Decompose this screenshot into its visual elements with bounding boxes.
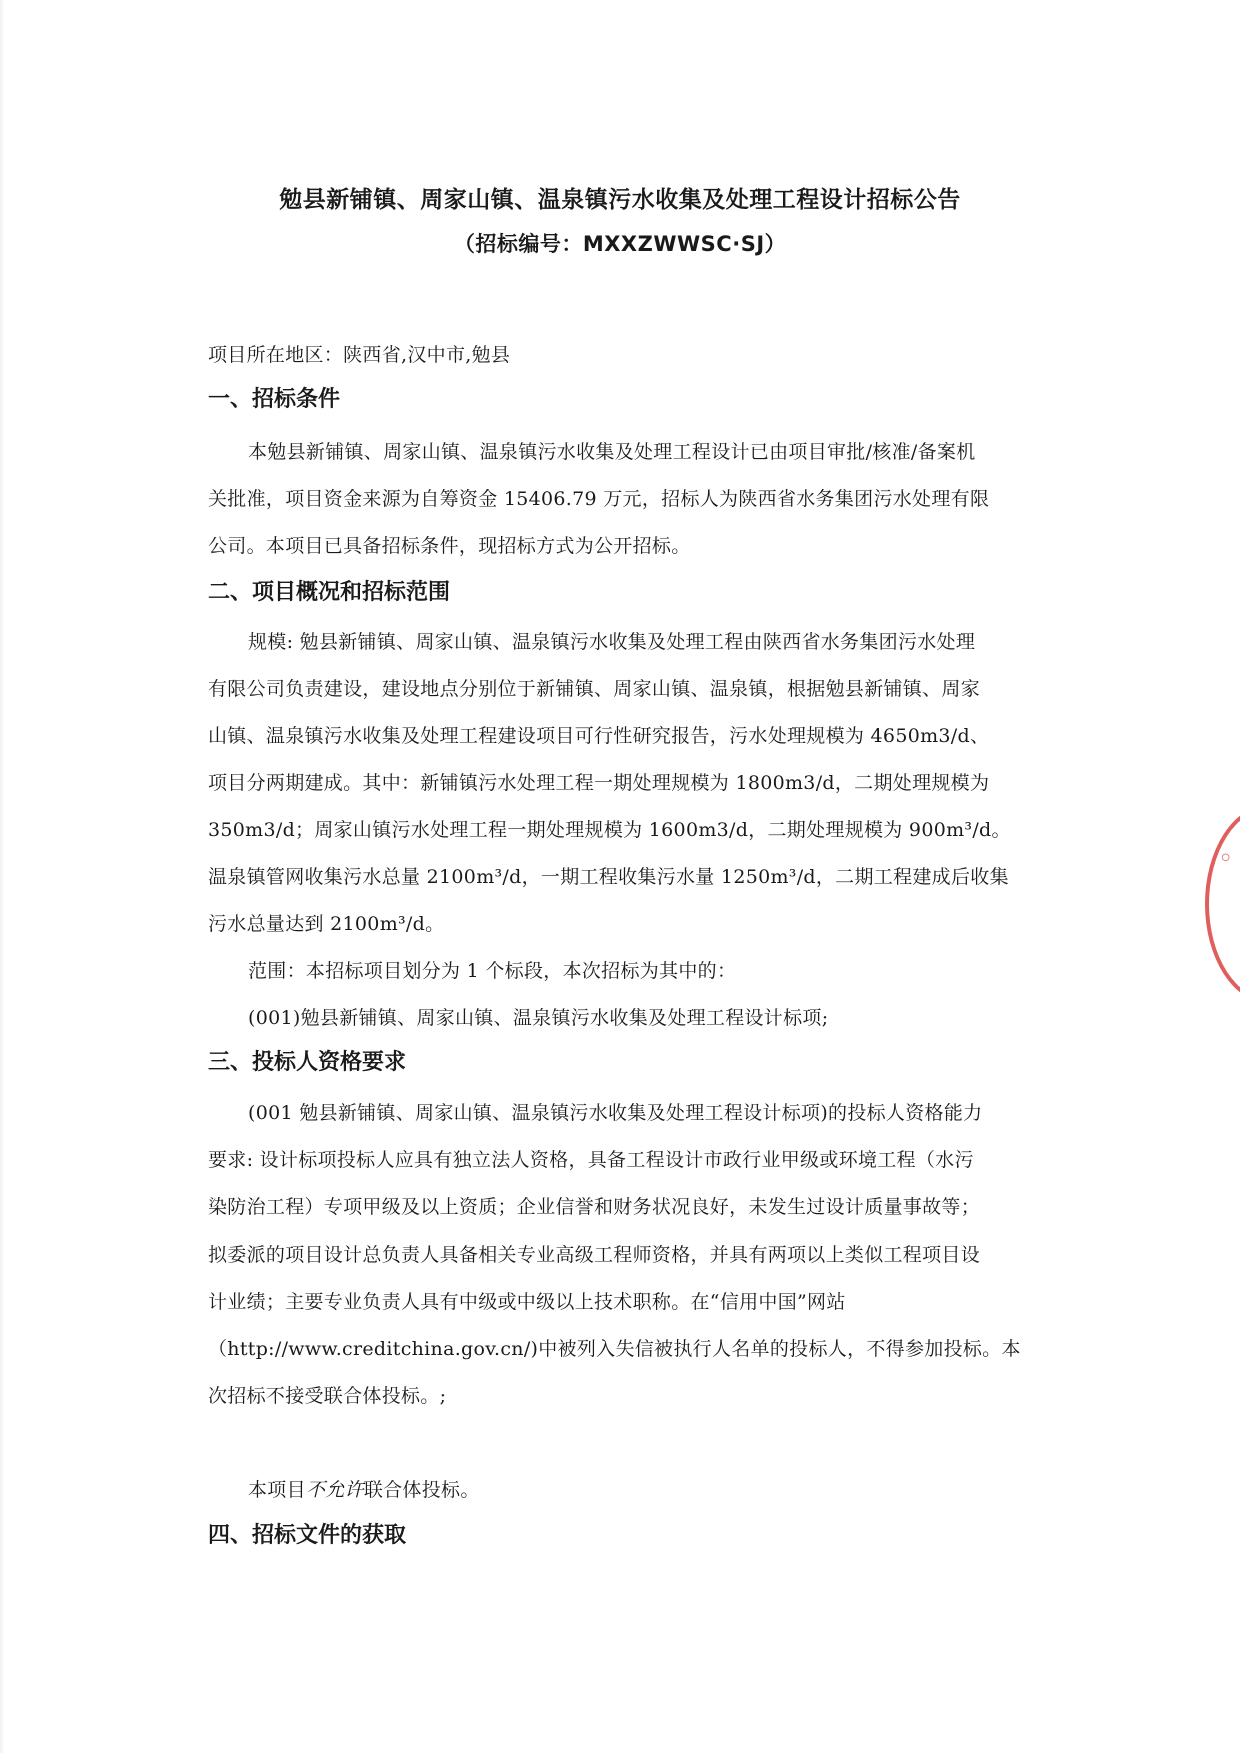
section3-line: 计业绩；主要专业负责人具有中级或中级以上技术职称。在“信用中国”网站 (208, 1291, 846, 1313)
section1-heading: 一、招标条件 (208, 387, 341, 412)
section3-line: (001 勉县新铺镇、周家山镇、温泉镇污水收集及处理工程设计标项)的投标人资格能力 (248, 1102, 983, 1124)
scope-line: 范围：本招标项目划分为 1 个标段，本次招标为其中的： (248, 960, 737, 982)
consortium-line (248, 1475, 1078, 1502)
section3-line: 拟委派的项目设计总负责人具备相关专业高级工程师资格，并具有两项以上类似工程项目设 (208, 1244, 981, 1266)
section3-line: （http://www.creditchina.gov.cn/)中被列入失信被执行人名单的投标人，不得参加投标。本 (208, 1338, 1021, 1360)
section3-line: 染防治工程）专项甲级及以上资质；企业信誉和财务状况良好，未发生过设计质量事故等； (208, 1196, 981, 1218)
section2-line: 温泉镇管网收集污水总量 2100m³/d，一期工程收集污水量 1250m³/d，二期工程建成后收集 (208, 866, 1009, 888)
location-line: 项目所在地区：陕西省,汉中市,勉县 (208, 344, 511, 366)
section1-line: 本勉县新铺镇、周家山镇、温泉镇污水收集及处理工程设计已由项目审批/核准/备案机 (248, 441, 976, 463)
section2-line: 污水总量达到 2100m³/d。 (208, 913, 445, 935)
bid-number: （招标编号：MXXZWWSC·SJ） (453, 232, 787, 256)
section2-line: 规模: 勉县新铺镇、周家山镇、温泉镇污水收集及处理工程由陕西省水务集团污水处理 (248, 631, 976, 653)
consortium-emphasis: 不允许 (305, 1479, 364, 1501)
consortium-prefix: 本项目 (248, 1479, 306, 1501)
lot-line: (001)勉县新铺镇、周家山镇、温泉镇污水收集及处理工程设计标项; (248, 1007, 829, 1029)
section1-line: 关批准，项目资金来源为自筹资金 15406.79 万元，招标人为陕西省水务集团污水处理有限 (208, 488, 990, 510)
section4-heading: 四、招标文件的获取 (208, 1523, 407, 1548)
section3-line: 次招标不接受联合体投标。; (208, 1385, 447, 1407)
section3-line: 要求: 设计标项投标人应具有独立法人资格，具备工程设计市政行业甲级或环境工程（水污 (208, 1149, 974, 1171)
section3-heading: 三、投标人资格要求 (208, 1050, 407, 1075)
section1-line: 公司。本项目已具备招标条件，现招标方式为公开招标。 (208, 535, 691, 557)
section2-line: 项目分两期建成。其中：新铺镇污水处理工程一期处理规模为 1800m3/d，二期处理规模为 (208, 772, 990, 794)
scan-edge-shadow (0, 0, 4, 1753)
consortium-suffix: 联合体投标。 (363, 1479, 480, 1501)
red-seal-stamp-mark: ◦ (1218, 844, 1234, 874)
section2-line: 350m3/d；周家山镇污水处理工程一期处理规模为 1600m3/d，二期处理规模为 900m³/d。 (208, 819, 1011, 841)
section2-line: 山镇、温泉镇污水收集及处理工程建设项目可行性研究报告，污水处理规模为 4650m3/d、 (208, 725, 990, 747)
document-title: 勉县新铺镇、周家山镇、温泉镇污水收集及处理工程设计招标公告 (279, 187, 961, 213)
red-seal-stamp (1205, 805, 1240, 1003)
section2-heading: 二、项目概况和招标范围 (208, 580, 451, 605)
section2-line: 有限公司负责建设，建设地点分别位于新铺镇、周家山镇、温泉镇，根据勉县新铺镇、周家 (208, 678, 981, 700)
